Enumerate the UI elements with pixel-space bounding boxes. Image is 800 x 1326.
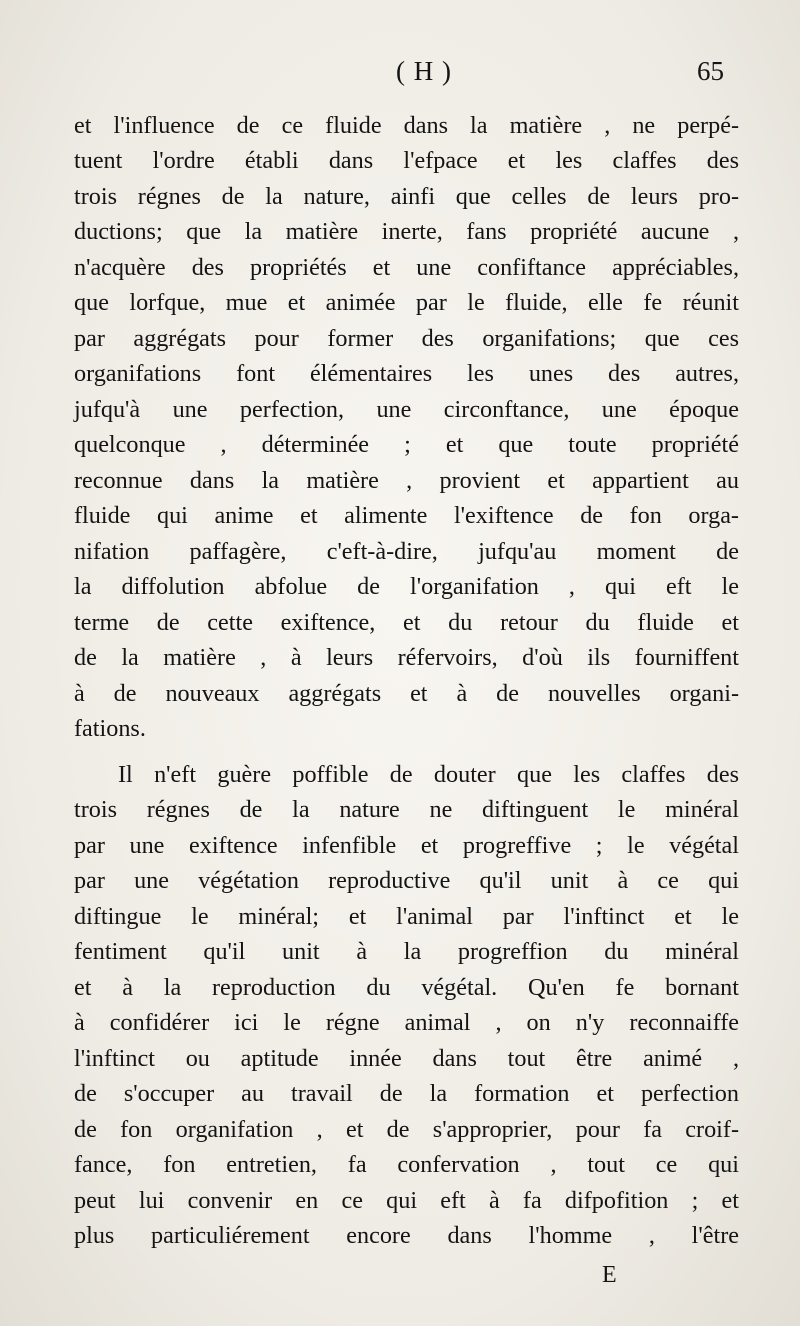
text-line: n'acquère des propriétés et une confiftance appréciables,: [74, 254, 739, 281]
text-line: par aggrégats pour former des organifations; que ces: [74, 325, 739, 352]
page-number: 65: [697, 56, 724, 86]
text-line: fluide qui anime et alimente l'exiftence de fon orga-: [74, 502, 739, 529]
text-line: l'inftinct ou aptitude innée dans tout être animé ,: [74, 1045, 739, 1072]
text-line: jufqu'à une perfection, une circonftance, une époque: [74, 396, 739, 423]
text-line: fations.: [74, 715, 146, 742]
text-line: de la matière , à leurs réfervoirs, d'où ils fourniffent: [74, 644, 739, 671]
text-line: organifations font élémentaires les unes des autres,: [74, 360, 739, 387]
text-line: Il n'eft guère poffible de douter que les claffes des: [118, 761, 739, 788]
text-line: terme de cette exiftence, et du retour du fluide et: [74, 609, 739, 636]
running-head: ( H ): [396, 56, 452, 86]
text-line: trois régnes de la nature ne diftinguent le minéral: [74, 796, 739, 823]
text-line: quelconque , déterminée ; et que toute propriété: [74, 431, 739, 458]
text-line: tuent l'ordre établi dans l'efpace et les claffes des: [74, 147, 739, 174]
text-line: par une exiftence infenfible et progreffive ; le végétal: [74, 832, 739, 859]
text-line: et l'influence de ce fluide dans la matière , ne perpé-: [74, 112, 739, 139]
text-line: fance, fon entretien, fa confervation , tout ce qui: [74, 1151, 739, 1178]
text-line: par une végétation reproductive qu'il unit à ce qui: [74, 867, 739, 894]
text-line: la diffolution abfolue de l'organifation , qui eft le: [74, 573, 739, 600]
text-line: diftingue le minéral; et l'animal par l'inftinct et le: [74, 903, 739, 930]
page-header: [74, 52, 724, 96]
signature-mark: E: [602, 1262, 617, 1288]
text-line: à confidérer ici le régne animal , on n'y reconnaiffe: [74, 1009, 739, 1036]
text-line: plus particuliérement encore dans l'homme , l'être: [74, 1222, 739, 1249]
text-line: trois régnes de la nature, ainfi que celles de leurs pro-: [74, 183, 739, 210]
text-line: de fon organifation , et de s'approprier, pour fa croif-: [74, 1116, 739, 1143]
text-line: de s'occuper au travail de la formation et perfection: [74, 1080, 739, 1107]
text-line: fentiment qu'il unit à la progreffion du minéral: [74, 938, 739, 965]
text-line: à de nouveaux aggrégats et à de nouvelles organi-: [74, 680, 739, 707]
text-line: que lorfque, mue et animée par le fluide, elle fe réunit: [74, 289, 739, 316]
text-line: peut lui convenir en ce qui eft à fa difpofition ; et: [74, 1187, 739, 1214]
text-line: reconnue dans la matière , provient et appartient au: [74, 467, 739, 494]
text-line: et à la reproduction du végétal. Qu'en fe bornant: [74, 974, 739, 1001]
text-line: nifation paffagère, c'eft-à-dire, jufqu'au moment de: [74, 538, 739, 565]
text-line: ductions; que la matière inerte, fans propriété aucune ,: [74, 218, 739, 245]
